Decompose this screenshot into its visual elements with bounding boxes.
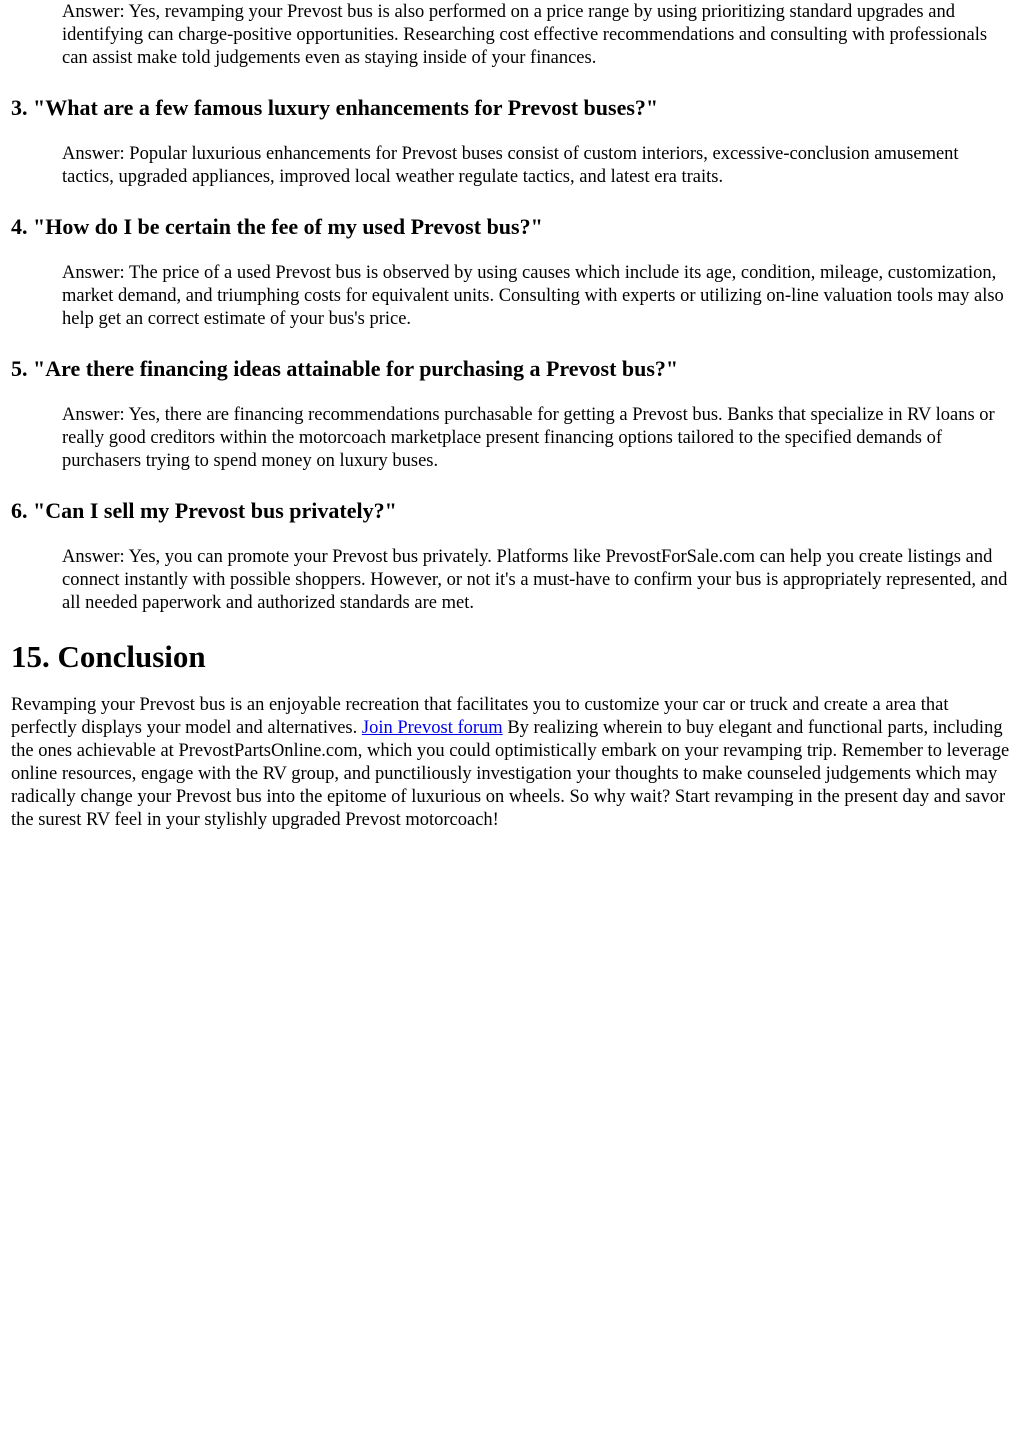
faq-answer-2: Answer: Yes, revamping your Prevost bus is also performed on a price range by using prioritizing standard upgrades and identifying can charge-positive opportunities. Researching cost effective recommendations and consulting with professionals can assist make told judgements even as staying inside of your finances. (62, 2, 988, 68)
faq-answer-3: Answer: Popular luxurious enhancements for Prevost buses consist of custom interiors, excessive-conclusion amusement tactics, upgraded appliances, improved local weather regulate tactics, and latest era traits. (62, 144, 959, 187)
faq-question-4: 4. "How do I be certain the fee of my used Prevost bus?" (11, 214, 543, 239)
faq-answer-4: Answer: The price of a used Prevost bus is observed by using causes which include its age, condition, mileage, customization, market demand, and triumphing costs for equivalent units. Consulting with experts or utilizing on-line valuation tools may also help get an correct estimate of your bus's price. (62, 263, 1004, 329)
conclusion-heading: 15. Conclusion (11, 639, 206, 674)
faq-answer-6: Answer: Yes, you can promote your Prevost bus privately. Platforms like PrevostForSale.com can help you create listings and connect instantly with possible shoppers. However, or not it's a must-have to confirm your bus is appropriately represented, and all needed paperwork and authorized standards are met. (62, 547, 1008, 613)
faq-question-5: 5. "Are there financing ideas attainable for purchasing a Prevost bus?" (11, 356, 679, 381)
faq-question-3: 3. "What are a few famous luxury enhancements for Prevost buses?" (11, 95, 659, 120)
faq-question-6: 6. "Can I sell my Prevost bus privately?" (11, 498, 397, 523)
conclusion-text-before-link: Revamping your Prevost bus is an enjoyable recreation that facilitates you to customize your car or truck and create a area that perfectly displays your model and alternatives. (11, 695, 949, 738)
join-prevost-forum-link[interactable]: Join Prevost forum (361, 718, 503, 738)
conclusion-paragraph (11, 694, 1012, 832)
conclusion-text-after-link: By realizing wherein to buy elegant and functional parts, including the ones achievable at PrevostPartsOnline.com, which you could optimistically embark on your revamping trip. Remember to leverage online resources, engage with the RV group, and punctiliously investigation your thoughts to make counseled judgements which may radically change your Prevost bus into the epitome of luxurious on wheels. So why wait? Start revamping in the present day and savor the surest RV feel in your stylishly upgraded Prevost motorcoach! (11, 718, 1010, 830)
faq-answer-5: Answer: Yes, there are financing recommendations purchasable for getting a Prevost bus. Banks that specialize in RV loans or really good creditors within the motorcoach marketplace present financing options tailored to the specified demands of purchasers trying to spend money on luxury buses. (62, 405, 995, 471)
